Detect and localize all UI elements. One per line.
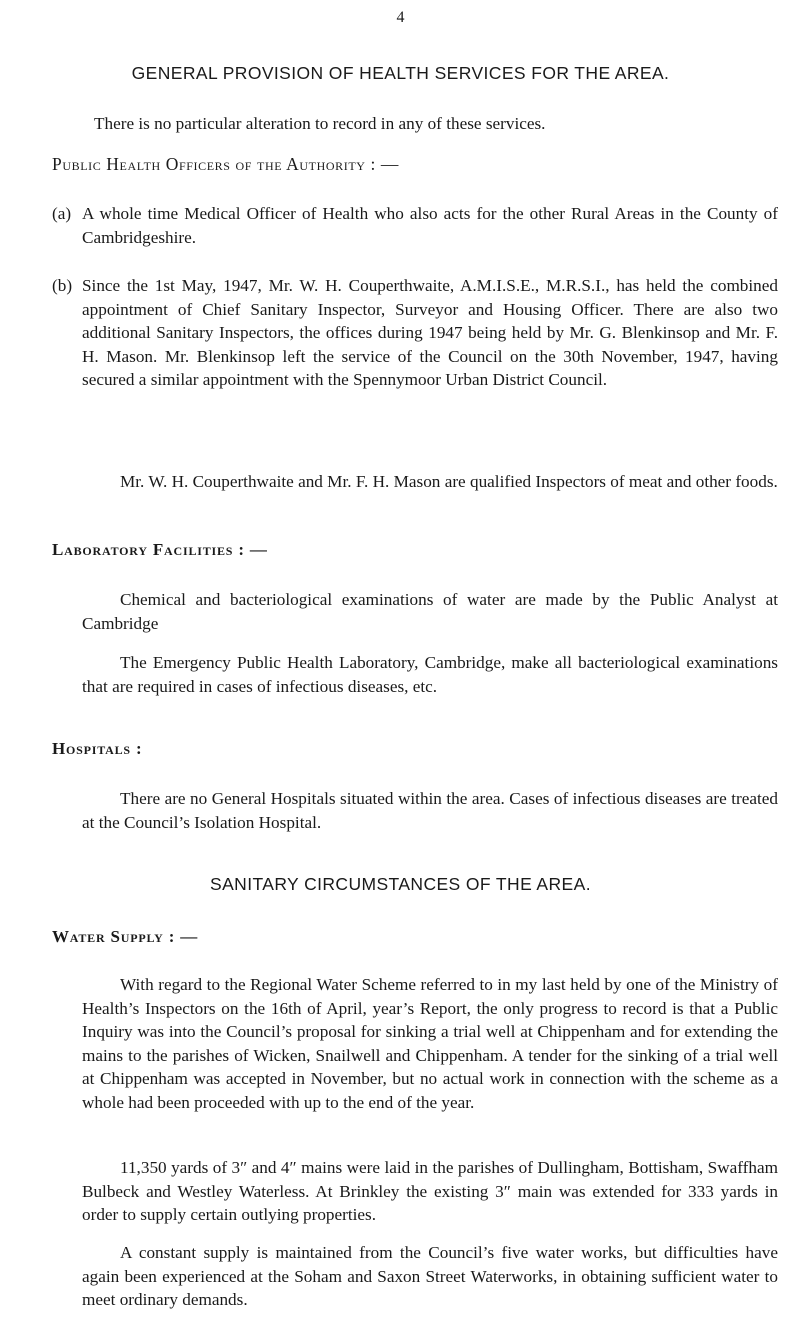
water-paragraph-1: With regard to the Regional Water Scheme referred to in my last held by one of the Ministry of Health’s Inspectors on the 16th of April, year’s Report, the only progress to record is that a Public Inquiry was into the Council’s proposal for sinking a trial well at Chippenham and for extending the mains to the parishes of Wicken, Snailwell and Chippenham. A tender for the sinking of a trial well at Chippenham was accepted in November, but no actual work in connection with the scheme as a whole had been proceeded with up to the end of the year.	[82, 975, 778, 1112]
general-intro: There is no particular alteration to record in any of these services.	[94, 114, 546, 133]
laboratory-paragraph-2: The Emergency Public Health Laboratory, Cambridge, make all bacteriological examinations that are required in cases of infectious diseases, etc.	[82, 653, 778, 696]
officer-item-a	[52, 202, 778, 249]
item-label: (b)	[52, 276, 73, 295]
water-paragraph-2: 11,350 yards of 3″ and 4″ mains were laid in the parishes of Dullingham, Bottisham, Swaffham Bulbeck and Westley Waterless. At Brinkley the existing 3″ main was extended for 333 yards in order to supply certain outlying properties.	[82, 1158, 778, 1225]
hospitals-heading: Hospitals :	[52, 739, 143, 758]
public-health-heading: Public Health Officers of the Authority : —	[52, 154, 400, 174]
item-text: A whole time Medical Officer of Health who also acts for the other Rural Areas in the County of Cambridgeshire.	[82, 204, 778, 247]
water-paragraph-3: A constant supply is maintained from the Council’s five water works, but difficulties have again been experienced at the Soham and Saxon Street Waterworks, in obtaining sufficient water to meet ordinary demands.	[82, 1243, 778, 1310]
page-number: 4	[396, 9, 405, 26]
general-provision-heading: GENERAL PROVISION OF HEALTH SERVICES FOR THE AREA.	[131, 63, 670, 83]
laboratory-heading: Laboratory Facilities : —	[52, 540, 268, 559]
sanitary-circumstances-heading: SANITARY CIRCUMSTANCES OF THE AREA.	[210, 874, 591, 894]
hospitals-paragraph: There are no General Hospitals situated within the area. Cases of infectious diseases are treated at the Council’s Isolation Hospital.	[82, 789, 778, 832]
water-supply-heading: Water Supply : —	[52, 927, 199, 946]
item-label: (a)	[52, 204, 72, 223]
officer-item-b	[52, 274, 778, 392]
laboratory-paragraph-1: Chemical and bacteriological examinations of water are made by the Public Analyst at Cambridge	[82, 590, 778, 633]
item-text: Since the 1st May, 1947, Mr. W. H. Couperthwaite, A.M.I.S.E., M.R.S.I., has held the combined appointment of Chief Sanitary Inspector, Surveyor and Housing Officer. There are also two additional Sanitary Inspectors, the offices during 1947 being held by Mr. G. Blenkinsop and Mr. F. H. Mason. Mr. Blenkinsop left the service of the Council on the 30th November, 1947, having secured a similar appointment with the Spennymoor Urban District Council.	[82, 276, 778, 390]
qualified-inspectors-paragraph: Mr. W. H. Couperthwaite and Mr. F. H. Mason are qualified Inspectors of meat and other foods.	[120, 472, 778, 491]
